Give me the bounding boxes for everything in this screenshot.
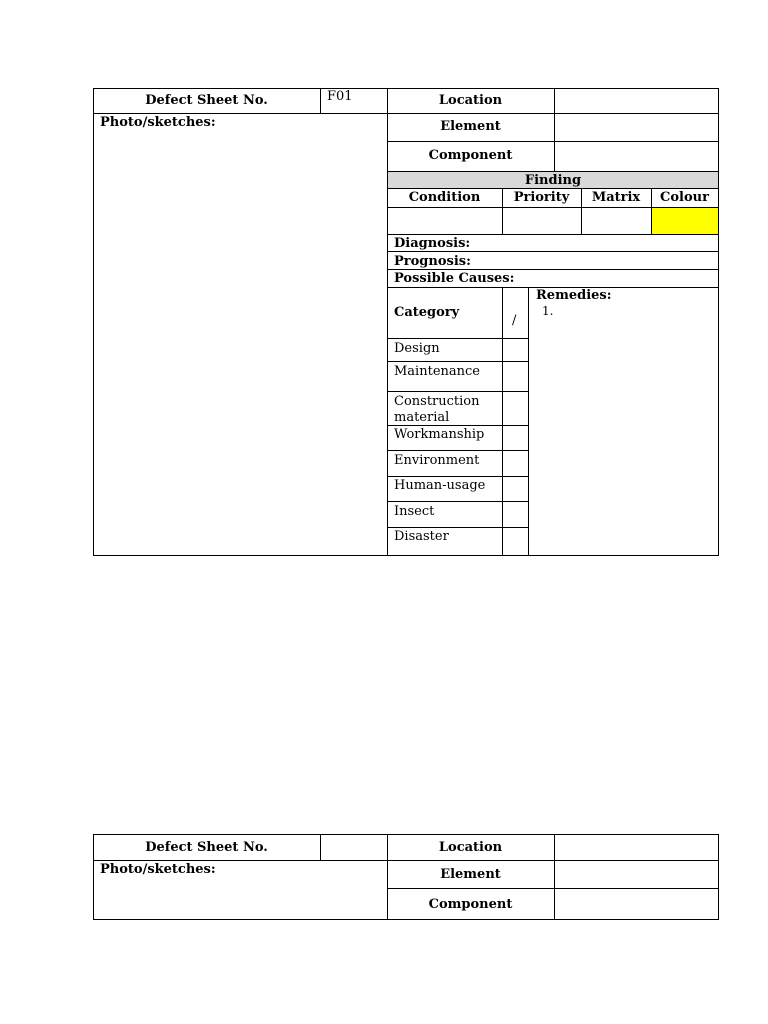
element-label: Element <box>440 119 501 134</box>
defect-sheet-no-label: Defect Sheet No. <box>145 93 268 108</box>
component-label: Component <box>428 148 513 163</box>
finding-title: Finding <box>524 173 582 188</box>
possible-causes-label: Possible Causes: <box>394 271 515 286</box>
diagnosis-label: Diagnosis: <box>394 236 471 251</box>
category-human-usage: Human-usage <box>394 478 486 493</box>
photo-sketches-label-2: Photo/sketches: <box>100 862 216 877</box>
priority-header: Priority <box>513 190 570 205</box>
category-construction-line2: material <box>394 410 450 425</box>
category-header: Category <box>394 305 460 320</box>
remedies-item[interactable]: 1. <box>542 304 554 318</box>
category-design: Design <box>394 341 440 356</box>
category-maintenance: Maintenance <box>394 364 480 379</box>
condition-header: Condition <box>408 190 481 205</box>
category-disaster: Disaster <box>394 529 449 544</box>
photo-sketches-label: Photo/sketches: <box>100 115 216 130</box>
check-header: / <box>512 313 517 328</box>
location-label: Location <box>438 93 503 108</box>
remedies-label: Remedies: <box>536 288 612 303</box>
prognosis-label: Prognosis: <box>394 254 471 269</box>
location-label-2: Location <box>438 840 503 855</box>
category-workmanship: Workmanship <box>394 427 485 442</box>
category-construction-line1: Construction <box>394 394 480 409</box>
colour-header: Colour <box>660 190 709 205</box>
colour-cell-fill <box>652 207 718 234</box>
defect-sheet-no-value[interactable]: F01 <box>327 89 353 104</box>
component-label-2: Component <box>428 897 513 912</box>
category-insect: Insect <box>394 504 435 519</box>
element-label-2: Element <box>440 867 501 882</box>
category-environment: Environment <box>394 453 480 468</box>
defect-sheet-no-label-2: Defect Sheet No. <box>145 840 268 855</box>
matrix-header: Matrix <box>591 190 641 205</box>
